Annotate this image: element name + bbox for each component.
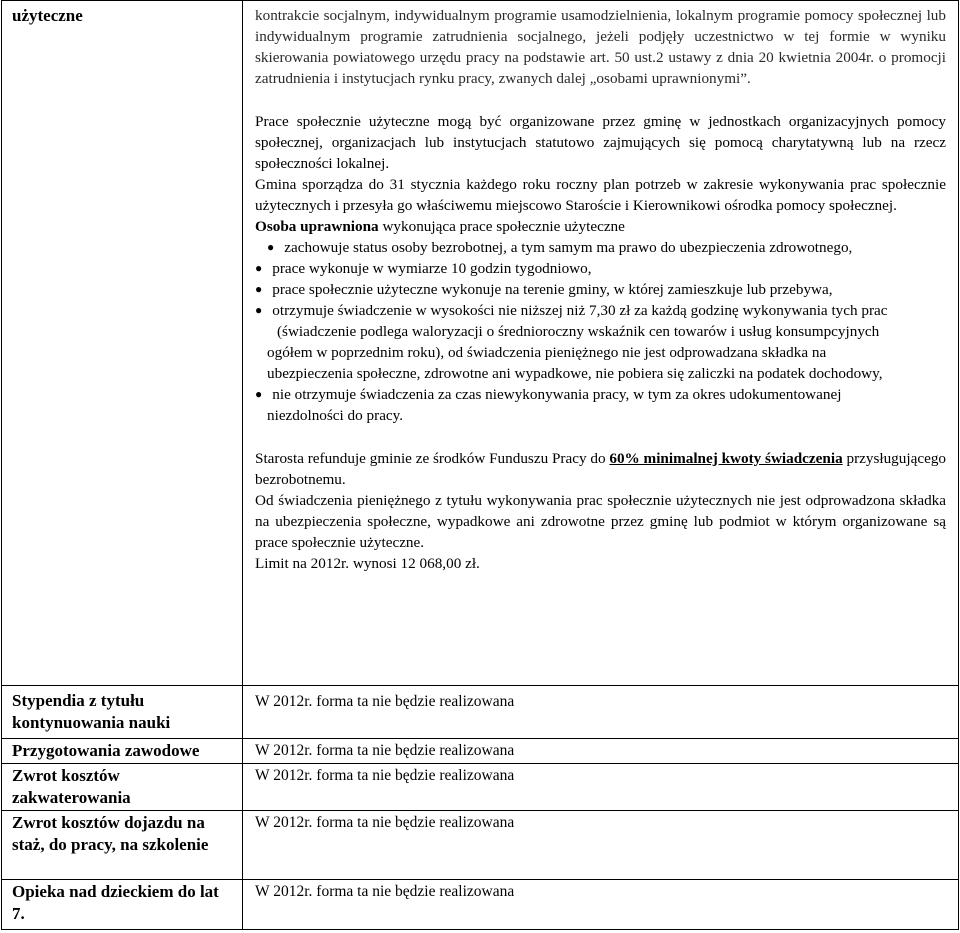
- table-row: [2, 1, 959, 686]
- row-label: Zwrot kosztów dojazdu na staż, do pracy, na szkolenie: [12, 813, 209, 854]
- continuation-text: ubezpieczenia społeczne, zdrowotne ani wypadkowe, nie pobiera się zaliczki na podatek dochodowy,: [267, 365, 883, 382]
- continuation-text: niezdolności do pracy.: [267, 407, 404, 424]
- table-row: [2, 764, 959, 811]
- bullet-item: [255, 258, 946, 279]
- programs-table: [1, 0, 959, 930]
- paragraph: Od świadczenia pieniężnego z tytułu wykonywania prac społecznie użytecznych nie jest odprowadzona składka na ubezpieczenia społeczne, wypadkowe ani zdrowotne przez gminę lub podmiot w którym organizowane są prace społecznie użyteczne.: [255, 492, 946, 551]
- table-row: [2, 880, 959, 930]
- row-label-cell: [2, 686, 243, 739]
- row-label-cell: [2, 811, 243, 880]
- table-row: [2, 686, 959, 739]
- row-label: Zwrot kosztów zakwaterowania: [12, 766, 131, 807]
- bullet-text: zachowuje status osoby bezrobotnej, a tym samym ma prawo do ubezpieczenia zdrowotnego,: [284, 239, 853, 256]
- bold-term: Osoba uprawniona: [255, 218, 379, 235]
- paragraph-text: Starosta refunduje gminie ze środków Funduszu Pracy do: [255, 450, 610, 467]
- bullet-text: nie otrzymuje świadczenia za czas niewykonywania pracy, w tym za okres udokumentowanej: [272, 386, 842, 403]
- row-value: W 2012r. forma ta nie będzie realizowana: [255, 814, 515, 831]
- row-content-cell: [243, 1, 959, 686]
- row-label-cell: [2, 1, 243, 686]
- paragraph: [255, 216, 946, 237]
- row-value: W 2012r. forma ta nie będzie realizowana: [255, 742, 515, 759]
- row-label: użyteczne: [12, 6, 83, 25]
- row-label: Przygotowania zawodowe: [12, 741, 200, 760]
- continuation-text: ogółem w poprzednim roku), od świadczenia pieniężnego nie jest odprowadzana składka na: [267, 344, 827, 361]
- bullet-text: prace społecznie użyteczne wykonuje na terenie gminy, w której zamieszkuje lub przebywa,: [272, 281, 833, 298]
- row-label-cell: [2, 739, 243, 764]
- paragraph: Limit na 2012r. wynosi 12 068,00 zł.: [255, 555, 480, 572]
- bullet-item: [255, 300, 946, 321]
- continuation-text: (świadczenie podlega waloryzacji o średnioroczny wskaźnik cen towarów i usług konsumpcyjnych: [277, 323, 880, 340]
- bullet-text: otrzymuje świadczenie w wysokości nie niższej niż 7,30 zł za każdą godzinę wykonywania tych prac: [272, 302, 888, 319]
- row-label-cell: [2, 880, 243, 930]
- row-value: W 2012r. forma ta nie będzie realizowana: [255, 767, 515, 784]
- bullet-item: [255, 384, 946, 405]
- table-row: [2, 739, 959, 764]
- row-value-cell: [243, 686, 959, 739]
- paragraph: Gmina sporządza do 31 stycznia każdego roku roczny plan potrzeb w zakresie wykonywania prac społecznie użytecznych i przesyła go właściwemu miejscowo Staroście i Kierownikowi ośrodka pomocy społecznej.: [255, 176, 946, 214]
- paragraph-text: przysługującego bezrobotnemu.: [255, 450, 947, 488]
- emphasis-text: 60% minimalnej kwoty świadczenia: [609, 450, 843, 467]
- table-row: [2, 811, 959, 880]
- intro-paragraph: kontrakcie socjalnym, indywidualnym programie usamodzielnienia, lokalnym programie pomocy społecznej lub indywidualnym programie zatrudnienia socjalnego, jeżeli podjęły uczestnictwo w tej formie w wyniku skierowania powiatowego urzędu pracy na podstawie art. 50 ust.2 ustawy z dnia 20 kwietnia 2004r. o promocji zatrudnienia i instytucjach rynku pracy, zwanych dalej „osobami uprawnionymi”.: [255, 7, 946, 87]
- row-value: W 2012r. forma ta nie będzie realizowana: [255, 883, 515, 900]
- bullet-text: prace wykonuje w wymiarze 10 godzin tygodniowo,: [272, 260, 592, 277]
- row-value-cell: [243, 739, 959, 764]
- row-value-cell: [243, 811, 959, 880]
- paragraph: Prace społecznie użyteczne mogą być organizowane przez gminę w jednostkach organizacyjnych pomocy społecznej, organizacjach lub instytucjach statutowo zajmujących się pomocą charytatywną lub na rzecz społeczności lokalnej.: [255, 113, 946, 172]
- row-label: Opieka nad dzieckiem do lat 7.: [12, 882, 219, 923]
- bullet-item: [255, 279, 946, 300]
- bullet-item: [255, 237, 946, 258]
- row-value-cell: [243, 880, 959, 930]
- row-value-cell: [243, 764, 959, 811]
- paragraph-text: wykonująca prace społecznie użyteczne: [378, 218, 625, 235]
- row-label: Stypendia z tytułu kontynuowania nauki: [12, 691, 171, 732]
- row-label-cell: [2, 764, 243, 811]
- paragraph: [255, 448, 946, 490]
- row-value: W 2012r. forma ta nie będzie realizowana: [255, 693, 515, 710]
